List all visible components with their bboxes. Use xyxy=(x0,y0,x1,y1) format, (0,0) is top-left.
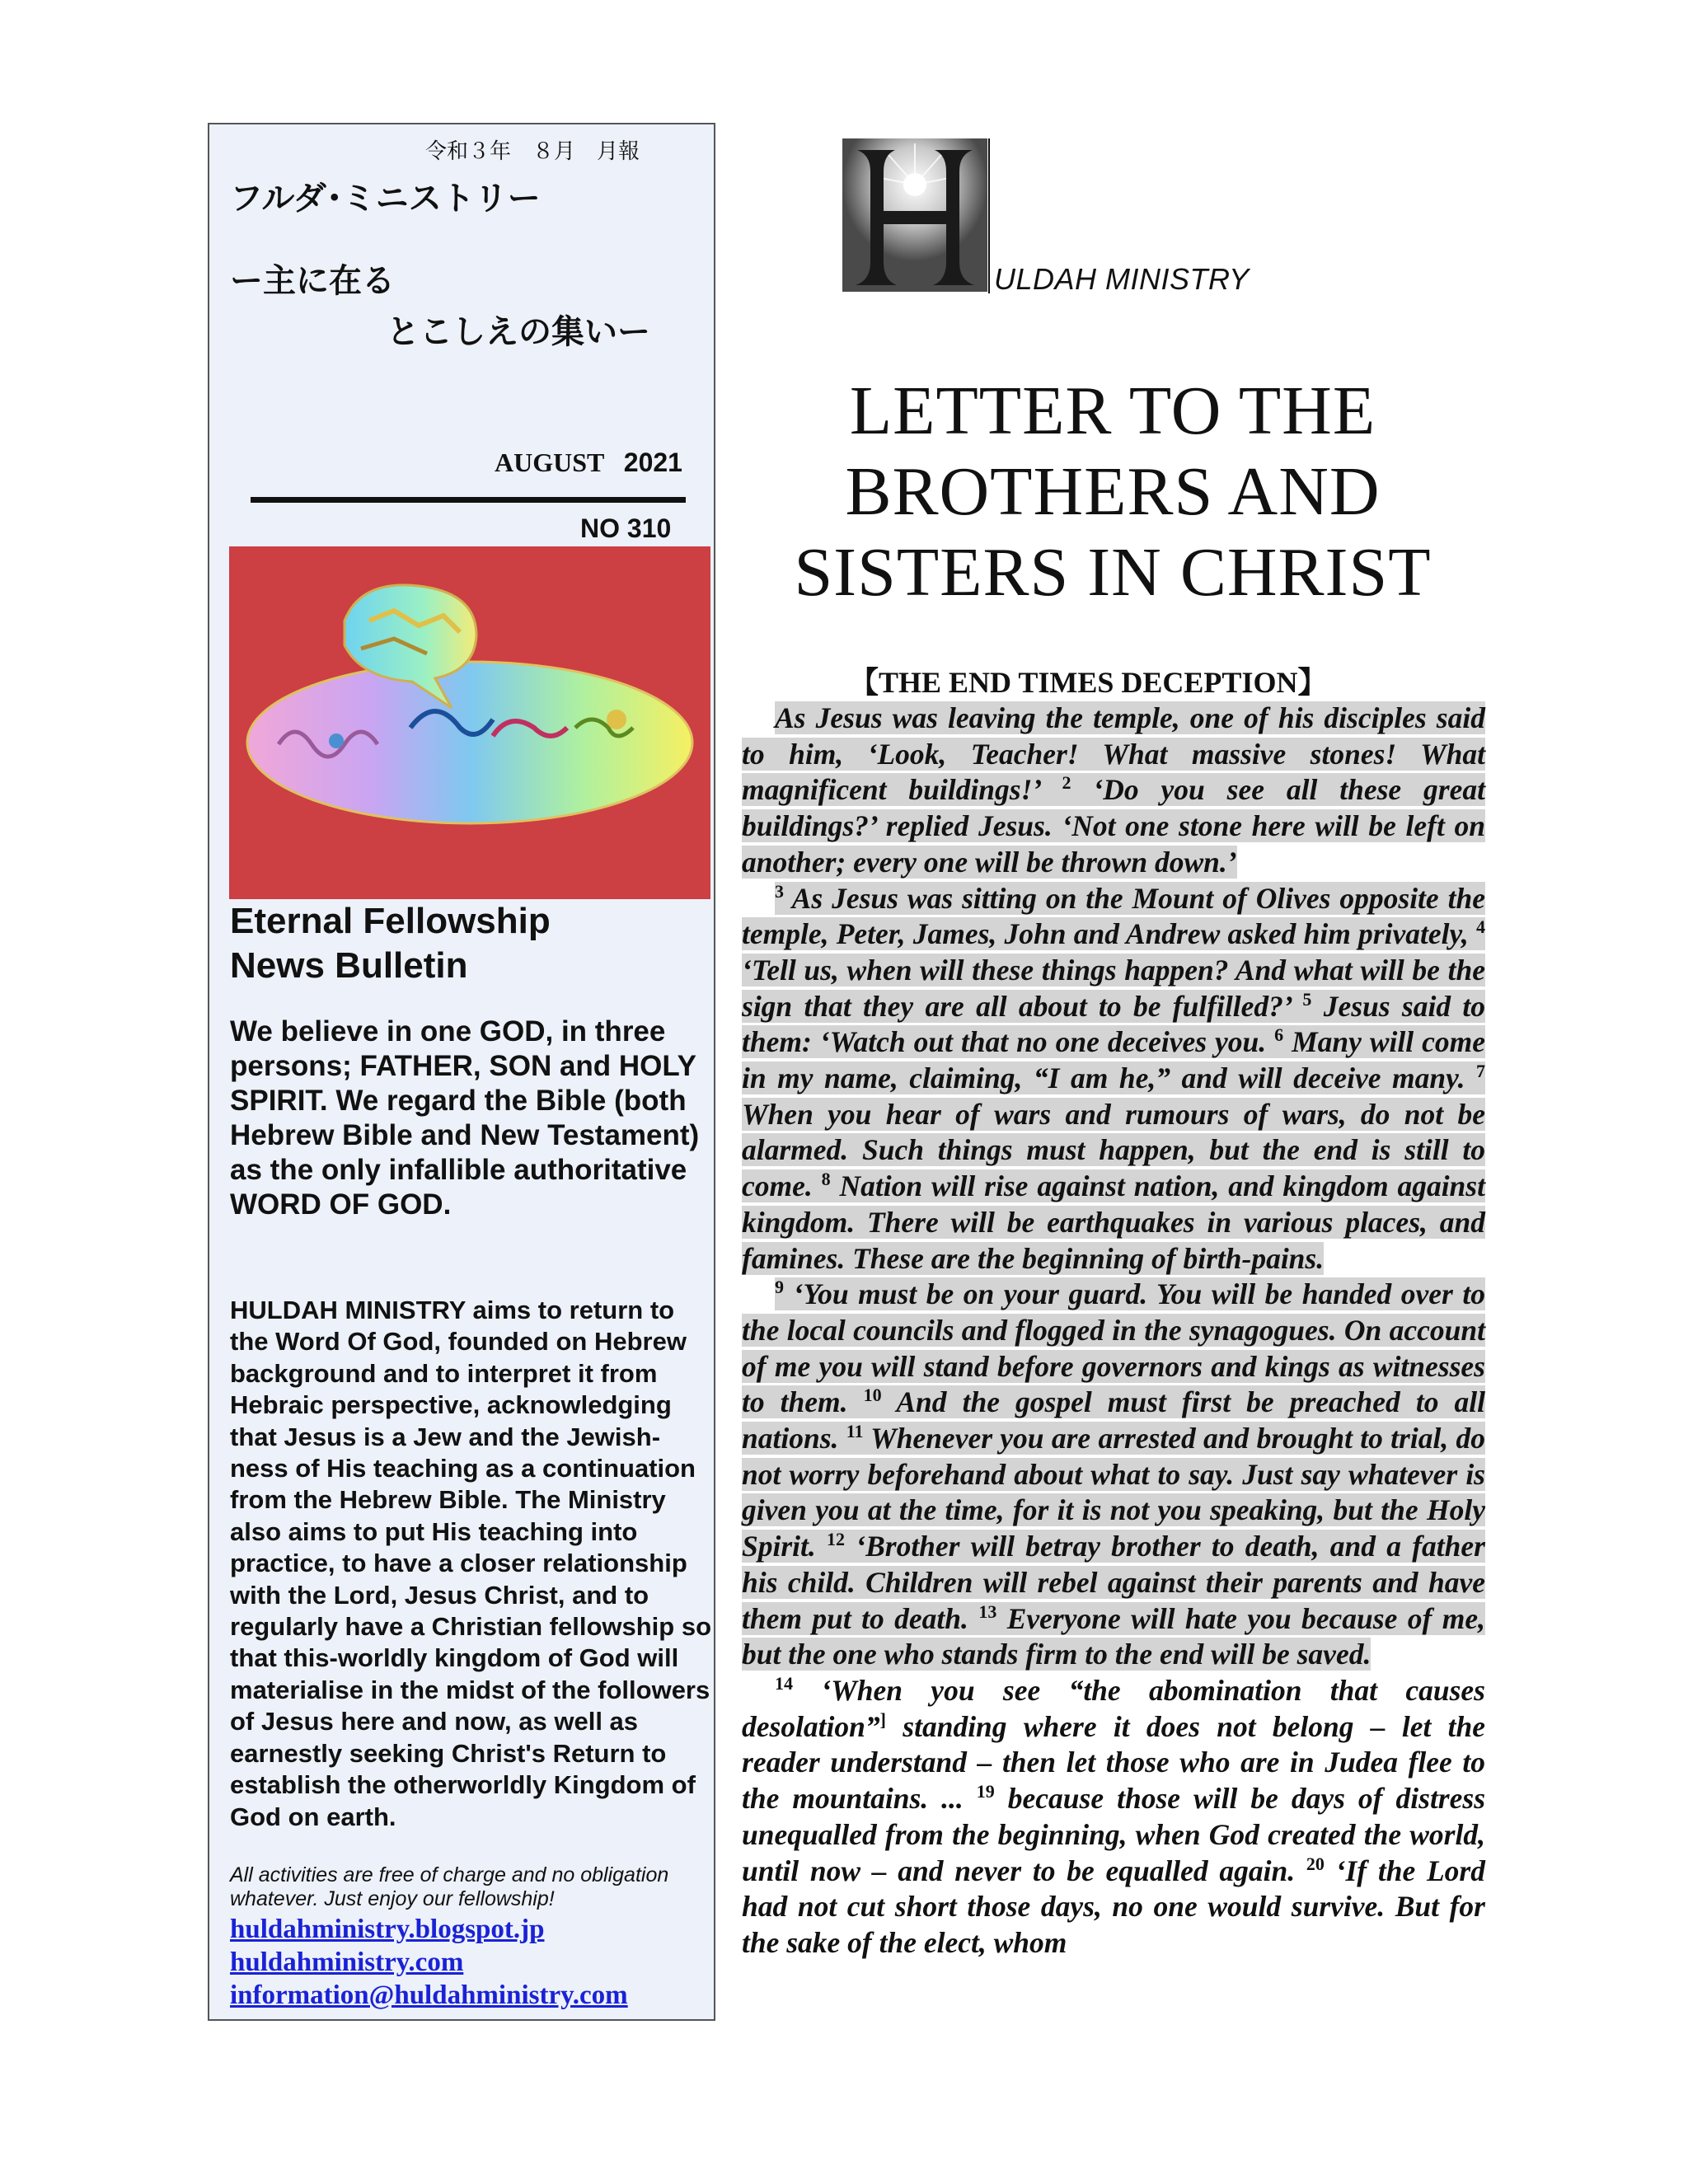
verse-19: because those will be days of distress unequalled from the beginning, when God created the world, until now – and never to be equalled again. xyxy=(742,1782,1486,1887)
contact-links xyxy=(230,1913,628,2012)
verse-number-14: 14 xyxy=(775,1673,793,1694)
verse-number-12: 12 xyxy=(827,1529,846,1550)
paragraph-3 xyxy=(742,1277,1485,1673)
letter-title-line-2: BROTHERS AND xyxy=(845,453,1381,530)
verse-11: Whenever you are arrested and brought to trial, do not worry beforehand about what to say. Just say whatever is given you at the time, for it is not you speaking, but the Holy Spirit. xyxy=(742,1422,1485,1563)
verse-number-4: 4 xyxy=(1476,916,1485,938)
verse-number-2: 2 xyxy=(1062,772,1071,794)
verse-10: And the gospel must first be preached to all nations. xyxy=(742,1385,1485,1455)
h-monogram-icon xyxy=(842,138,991,293)
verse-number-9: 9 xyxy=(775,1277,784,1298)
scripture-passage xyxy=(742,701,1485,1961)
japanese-ministry-title: フルダ･ミニストリー xyxy=(230,180,541,218)
bulletin-title-line-1: Eternal Fellowship xyxy=(230,901,551,941)
verse-number-19: 19 xyxy=(976,1781,995,1802)
japanese-subtitle-line-1: ー主に在る xyxy=(230,262,395,300)
letter-title xyxy=(742,371,1484,613)
verse-number-5: 5 xyxy=(1302,988,1312,1010)
ministry-name: ULDAH MINISTRY xyxy=(994,262,1250,296)
email-link[interactable]: information@huldahministry.com xyxy=(230,1980,628,2010)
fellowship-logo-image xyxy=(229,546,710,899)
footnote-marker: ] xyxy=(879,1708,886,1730)
verse-number-11: 11 xyxy=(846,1421,864,1442)
verse-6: Many will come in my name, claiming, “I am he,” and will deceive many. xyxy=(742,1025,1485,1095)
mission-lead: HULDAH MINISTRY xyxy=(230,1296,466,1324)
rainbow-dove-logo xyxy=(229,546,710,899)
verse-12: ‘Brother will betray brother to death, and a father his child. Children will rebel against their parents and have them put to death. xyxy=(742,1530,1485,1635)
verse-13: Everyone will hate you because of me, but the one who stands firm to the end will be saved. xyxy=(742,1601,1485,1671)
blog-link[interactable]: huldahministry.blogspot.jp xyxy=(230,1915,545,1944)
verse-9: ‘You must be on your guard. You will be handed over to the local councils and flogged in the synagogues. On account of me you will stand before governors and kings as witnesses to them. xyxy=(742,1277,1485,1419)
verse-number-6: 6 xyxy=(1274,1024,1284,1046)
verse-4: ‘Tell us, when will these things happen? And what will be the sign that they are all about to be fulfilled?’ xyxy=(742,953,1485,1023)
website-link[interactable]: huldahministry.com xyxy=(230,1947,464,1977)
letter-title-line-1: LETTER TO THE xyxy=(849,373,1376,449)
verse-number-7: 7 xyxy=(1476,1061,1485,1082)
verse-3: As Jesus was sitting on the Mount of Olives opposite the temple, Peter, James, John and Andrew asked him privately, xyxy=(742,881,1485,951)
statement-of-belief: We believe in one GOD, in three persons; FATHER, SON and HOLY SPIRIT. We regard the Bible (both Hebrew Bible and New Testament) as the only infallible authoritative WORD OF GOD. xyxy=(230,1015,700,1221)
verse-number-8: 8 xyxy=(821,1169,831,1190)
paragraph-1 xyxy=(742,701,1485,881)
mission-text: aims to return to the Word Of God, founded on Hebrew background and to interpret it from Hebraic perspective, acknowledging that Jesus is a Jew and the Jewish-ness of His teaching as a continuation from the Hebrew Bible. The Ministry also aims to put His teaching into practice, to have a closer relationship with the Lord, Jesus Christ, and to regularly have a Christian fellowship so that this-worldly kingdom of God will materialise in the midst of the followers of Jesus here and now, as well as earnestly seeking Christ's Return to establish the otherworldly Kingdom of God on earth. xyxy=(230,1296,712,1831)
free-of-charge-note: All activities are free of charge and no obligation whatever. Just enjoy our fellowship! xyxy=(230,1863,669,1910)
mission-statement xyxy=(230,1295,712,1833)
verse-14-continued: standing where it does not belong – let the reader understand – then let those who are in Judea flee to the mountains. ... xyxy=(742,1709,1485,1816)
verse-7: When you hear of wars and rumours of wars, do not be alarmed. Such things must happen, but the end is still to come. xyxy=(742,1097,1485,1203)
paragraph-4 xyxy=(742,1673,1485,1961)
verse-number-3: 3 xyxy=(775,880,784,902)
section-heading: 【THE END TIMES DECEPTION】 xyxy=(849,666,1328,699)
verse-1: As Jesus was leaving the temple, one of his disciples said to him, ‘Look, Teacher! What massive stones! What magnificent buildings!’ xyxy=(742,701,1485,807)
letter-title-line-3: SISTERS IN CHRIST xyxy=(794,534,1432,611)
verse-8: Nation will rise against nation, and kingdom against kingdom. There will be earthquakes in various places, and famines. These are the beginning of birth-pains. xyxy=(742,1169,1485,1275)
bulletin-title-line-2: News Bulletin xyxy=(230,945,468,986)
verse-number-13: 13 xyxy=(978,1601,997,1622)
bulletin-panel xyxy=(208,123,715,2021)
issue-month: AUGUST xyxy=(495,448,604,477)
verse-14: ‘When you see “the abomination that causes desolation” xyxy=(742,1673,1485,1743)
verse-5: Jesus said to them: ‘Watch out that no one deceives you. xyxy=(742,989,1485,1059)
issue-number: NO 310 xyxy=(580,513,672,543)
issue-date xyxy=(495,448,682,478)
verse-number-20: 20 xyxy=(1306,1853,1325,1874)
divider-rule xyxy=(251,497,686,503)
huldah-h-logo xyxy=(842,138,991,293)
verse-20: ‘If the Lord had not cut short those days, no one would survive. But for the sake of the elect, whom xyxy=(742,1854,1485,1959)
verse-2: ‘Do you see all these great buildings?’ replied Jesus. ‘Not one stone here will be left on another; every one will be thrown down.’ xyxy=(742,773,1485,879)
japanese-date: 令和３年 ８月 月報 xyxy=(425,139,640,164)
japanese-subtitle-line-2: とこしえの集いー xyxy=(387,313,650,351)
issue-year: 2021 xyxy=(623,448,682,477)
verse-number-10: 10 xyxy=(863,1385,882,1406)
bulletin-title xyxy=(230,899,551,988)
paragraph-2 xyxy=(742,881,1485,1277)
